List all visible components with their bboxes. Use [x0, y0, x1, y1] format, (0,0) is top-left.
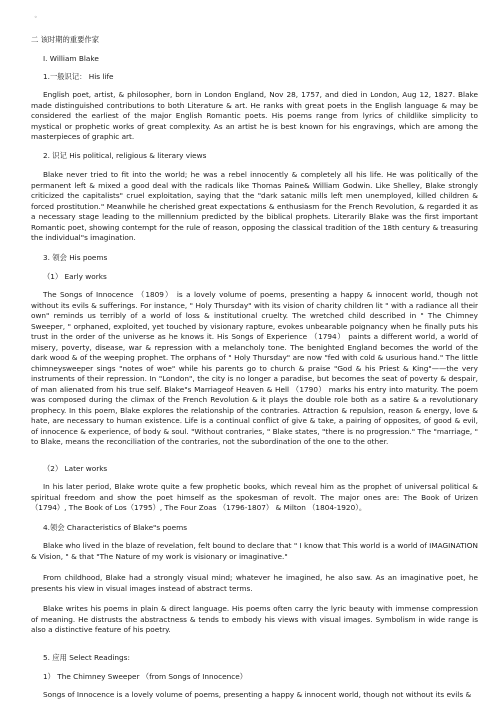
later-works-paragraph: In his later period, Blake wrote quite a few prophetic books, which reveal him as the prophet of universal political & spiritual freedom and show the poet himself as the spokesman of revolt. The major ones are: The Book of Urizen（1794）, The Book of Los（1795）, The Four Zoas （1796-1807） & Milton （1804-1920）。 — [31, 482, 478, 512]
section-title: 二 该时期的重要作家 — [31, 35, 99, 44]
early-works-heading: （1） Early works — [43, 272, 107, 281]
life-paragraph: English poet, artist, & philosopher, born in London England, Nov 28, 1757, and died in London, Aug 12, 1827. Blake made distinguished contributions to both Literature & art. He ranks with great poets in the English language & may be considered the earliest of the major English Romantic poets. His poems range from lyrics of childlike simplicity to mystical or prophetic works of great complexity. As an artist he is best known for his engravings, which are among the masterpieces of graphic art. — [31, 90, 478, 141]
life-heading: 1.一般识记： His life — [43, 72, 114, 81]
later-works-heading: （2） Later works — [43, 464, 108, 473]
characteristics-paragraph-3: Blake writes his poems in plain & direct language. His poems often carry the lyric beauty with immense compression of meaning. He distrusts the abstractness & tends to embody his views with visual images. Symbolism in wide range is also a distinctive feature of his poetry. — [31, 604, 478, 634]
political-paragraph: Blake never tried to fit into the world; he was a rebel innocently & completely all his life. He was politically of the permanent left & mixed a good deal with the radicals like Thomas Paine& William Godwin. Like Shelley, Blake strongly criticized the capitalists" cruel exploitation, saying that the "dark satanic mills left men unemployed, killed children & forced prostitution." Meanwhile he cherished great expectations & enthusiasm for the French Revolution, & regarded it as a necessary stage leading to the millennium predicted by the biblical prophets. Literarily Blake was the first important Romantic poet, showing contempt for the rule of reason, opposing the classical tradition of the 18th century & treasuring the individual"s imagination. — [31, 170, 478, 242]
author-heading: I. William Blake — [43, 54, 99, 63]
characteristics-paragraph-1: Blake who lived in the blaze of revelation, felt bound to declare that " I know that This world is a world of IMAGINATION & Vision, " & that "The Nature of my work is visionary or imaginative." — [31, 541, 478, 561]
poems-heading: 3. 领会 His poems — [43, 253, 108, 262]
early-works-paragraph: The Songs of Innocence （1809） is a lovely volume of poems, presenting a happy & innocent world, though not without its evils & sufferings. For instance, " Holy Thursday" with its vision of charity children lit " with a radiance all their own" reminds us terribly of a world of loss & institutional cruelty. The wretched child described in " The Chimney Sweeper, " orphaned, exploited, yet touched by visionary rapture, evokes unbearable poignancy when he finally puts his trust in the order of the universe as he knows it. His Songs of Experience （1794） paints a different world, a world of misery, poverty, disease, war & repression with a melancholy tone. The benighted England becomes the world of the dark wood & of the weeping prophet. The orphans of " Holy Thursday" are now "fed with cold & usurious hand." The little chimneysweeper sings "notes of woe" while his parents go to church & praise "God & his Priest & King"——the very instruments of their repression. In "London", the city is no longer a paradise, but becomes the seat of poverty & despair, of man alienated from his true self. Blake"s Marriageof Heaven & Hell （1790） marks his entry into maturity. The poem was composed during the climax of the French Revolution & it plays the double role both as a satire & a revolutionary prophecy. In this poem, Blake explores the relationship of the contraries. Attraction & repulsion, reason & energy, love & hate, are necessary to human existence. Life is a continual conflict of give & take, a pairing of opposites, of good & evil, of innocence & experience, of body & soul. "Without contraries, " Blake states, "there is no progression." The "marriage, " to Blake, means the reconciliation of the contraries, not the subordination of the one to the other. — [31, 290, 478, 446]
political-heading: 2. 识记 His political, religious & literary views — [43, 151, 207, 160]
chimney-sweeper-heading: 1） The Chimney Sweeper （from Songs of Innocence） — [43, 672, 247, 681]
readings-heading: 5. 应用 Select Readings: — [43, 653, 130, 662]
characteristics-paragraph-2: From childhood, Blake had a strongly visual mind; whatever he imagined, he also saw. As an imaginative poet, he presents his view in visual images instead of abstract terms. — [31, 573, 478, 593]
characteristics-heading: 4.领会 Characteristics of Blake"s poems — [43, 523, 188, 532]
corner-mark: ◦ — [34, 14, 38, 21]
songs-paragraph: Songs of Innocence is a lovely volume of poems, presenting a happy & innocent world, though not without its evils & — [43, 690, 472, 699]
